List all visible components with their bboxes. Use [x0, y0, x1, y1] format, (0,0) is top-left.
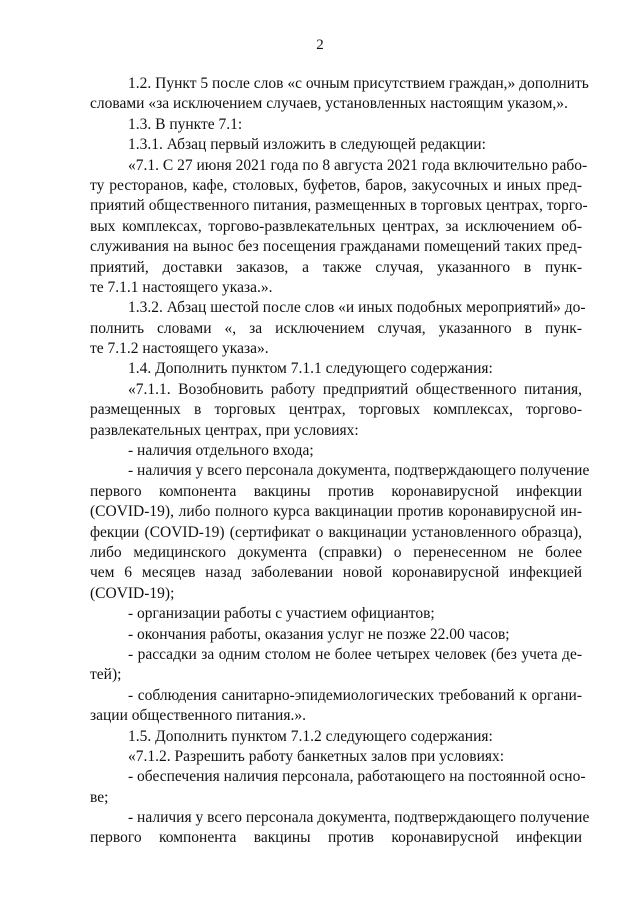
text-line: 1.3. В пункте 7.1:	[128, 115, 243, 133]
text-line: 1.3.2. Абзац шестой после слов «и иных подобных мероприятий» до-	[128, 299, 586, 317]
page-number: 2	[316, 37, 324, 53]
text-line: тей);	[90, 666, 122, 684]
text-line: первого компонента вакцины против коронавирусной инфекции	[90, 482, 582, 500]
text-line: либо медицинского документа (справки) о перенесенном не более	[90, 543, 582, 561]
text-line: ве;	[90, 788, 109, 806]
text-line: словами «за исключением случаев, установленных настоящим указом,».	[90, 95, 568, 113]
text-line: - наличия у всего персонала документа, подтверждающего получение	[128, 809, 590, 827]
text-line: «7.1.2. Разрешить работу банкетных залов при условиях:	[128, 747, 505, 765]
text-line: - обеспечения наличия персонала, работающего на постоянной осно-	[128, 768, 586, 786]
text-line: полнить словами «, за исключением случая, указанного в пунк-	[90, 319, 582, 337]
text-line: те 7.1.1 настоящего указа.».	[90, 278, 273, 296]
text-line: вых комплексах, торгово-развлекательных центрах, за исключением об-	[90, 217, 582, 235]
document-body	[90, 74, 590, 849]
text-line: - наличия отдельного входа;	[128, 442, 314, 460]
text-line: зации общественного питания.».	[90, 707, 306, 725]
text-line: (COVID-19), либо полного курса вакцинации против коронавирусной ин-	[90, 503, 582, 521]
text-line: 1.2. Пункт 5 после слов «с очным присутствием граждан,» дополнить	[128, 75, 589, 92]
text-line: - организации работы с участием официантов;	[128, 605, 435, 623]
text-line: те 7.1.2 настоящего указа».	[90, 340, 269, 358]
text-line: фекции (COVID-19) (сертификат о вакцинации установленного образца),	[90, 523, 582, 541]
text-line: - соблюдения санитарно-эпидемиологических требований к органи-	[128, 686, 582, 704]
text-line: - наличия у всего персонала документа, подтверждающего получение	[128, 462, 590, 480]
text-line: 1.5. Дополнить пунктом 7.1.2 следующего содержания:	[128, 727, 493, 745]
text-line: 1.4. Дополнить пунктом 7.1.1 следующего содержания:	[128, 360, 493, 378]
text-line: приятий, доставки заказов, а также случая, указанного в пунк-	[90, 258, 582, 276]
text-line: - окончания работы, оказания услуг не позже 22.00 часов;	[128, 625, 510, 643]
text-line: развлекательных центрах, при условиях:	[90, 421, 359, 439]
text-line: первого компонента вакцины против коронавирусной инфекции	[90, 829, 582, 847]
text-line: приятий общественного питания, размещенных в торговых центрах, торго-	[90, 197, 588, 215]
text-line: служивания на вынос без посещения гражданами помещений таких пред-	[90, 238, 582, 256]
text-line: (COVID-19);	[90, 584, 175, 602]
text-line: размещенных в торговых центрах, торговых комплексах, торгово-	[90, 401, 582, 419]
text-line: - рассадки за одним столом не более четырех человек (без учета де-	[128, 645, 582, 663]
text-line: 1.3.1. Абзац первый изложить в следующей редакции:	[128, 136, 486, 154]
text-line: «7.1.1. Возобновить работу предприятий общественного питания,	[128, 380, 582, 398]
text-line: чем 6 месяцев назад заболевании новой коронавирусной инфекцией	[90, 564, 582, 582]
text-line: «7.1. С 27 июня 2021 года по 8 августа 2021 года включительно рабо-	[128, 156, 588, 174]
text-line: ту ресторанов, кафе, столовых, буфетов, баров, закусочных и иных пред-	[90, 176, 582, 194]
